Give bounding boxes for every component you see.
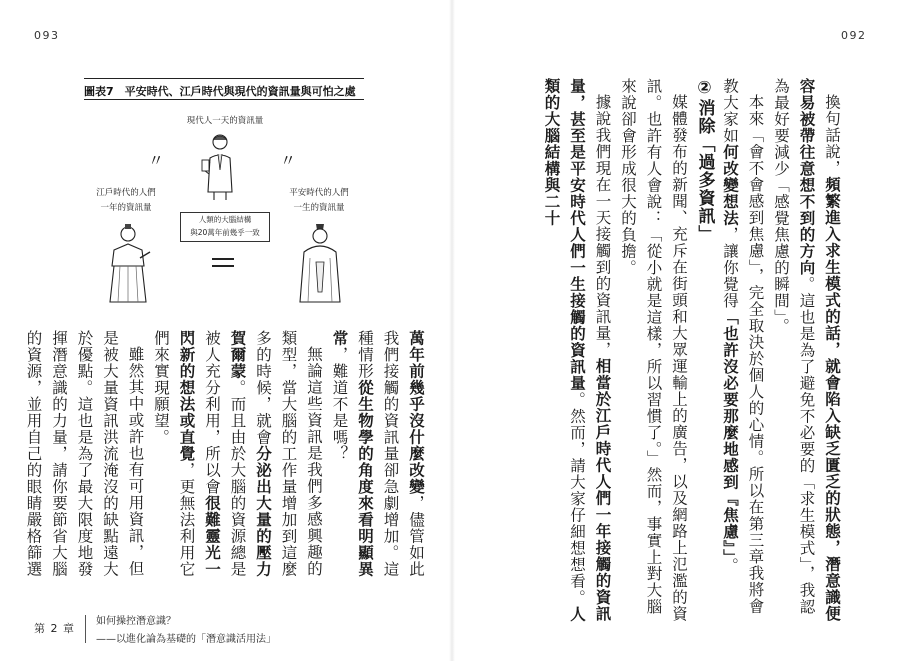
figure-top-rule [84, 78, 364, 79]
modern-person-illustration [194, 130, 244, 200]
left-p1-bold-c: 從生物學的角度來看明顯異常 [330, 330, 374, 578]
right-paragraph-2 [717, 78, 768, 626]
big-equal-sign [212, 258, 234, 272]
edo-label-line-2: 一年的資訊量 [100, 203, 152, 213]
chapter-label: 第 2 章 [34, 622, 75, 635]
right-p2-text-e: 。 [721, 557, 739, 574]
box-line-1: 人類的大腦結構 [198, 215, 252, 224]
figure-bottom-rule [84, 99, 364, 100]
page-number-right: 092 [841, 29, 867, 42]
heian-label-line-2: 一生的資訊量 [293, 203, 345, 213]
heian-label [274, 186, 364, 216]
left-paragraph-1 [326, 330, 428, 592]
book-gutter [449, 0, 455, 661]
left-p2-text-a: 無論這些資訊是我們多感興趣的類型，當大腦的工作量增加到這麼多的時候，就會 [254, 330, 323, 578]
page-number-left: 093 [34, 29, 60, 42]
edo-label-line-1: 江戶時代的人們 [96, 188, 156, 198]
left-p2-bold-d: 很難靈光一閃新的想法或直覺 [177, 330, 221, 578]
footer-divider [85, 615, 86, 643]
right-page-body-text [530, 78, 844, 626]
modern-label: 現代人一天的資訊量 [186, 116, 264, 126]
left-paragraph-2 [148, 330, 327, 592]
running-title: 如何操控潛意識？ [96, 616, 176, 627]
right-p4-bold-b: 相當於江戶時代人們一年接觸的資訊量，甚至是平安時代人們一生接觸的資訊量 [568, 78, 612, 622]
right-p4-bold-d: 人類的大腦結構與二十 [542, 78, 586, 623]
left-page-body-text [24, 330, 428, 592]
left-p2-bold-b: 分泌出大量的壓力賀爾蒙 [228, 330, 272, 578]
running-subtitle: ——以進化論為基礎的「潛意識活用法」 [96, 634, 276, 645]
right-p4-text-a: 據說我們現在一天接觸到的資訊量， [593, 93, 612, 358]
equal-sign-right: 〃 [280, 151, 297, 170]
equal-sign-left: 〃 [148, 151, 165, 170]
figure-title: 圖表7 平安時代、江戶時代與現代的資訊量與可怕之處 [84, 85, 356, 98]
right-paragraph-4 [538, 78, 615, 626]
right-p4-text-c: 。然而，請大家仔細想想看。 [568, 391, 586, 606]
heian-noble-illustration [296, 222, 344, 306]
left-p1-text-b: ，儘管如此我們接觸的資訊量卻急劇增加。這種情形 [356, 330, 425, 578]
right-p1-bold-b: 頻繁進入求生模式的話，就會陷入缺乏匱乏的狀態，潛意識便容易被帶往意想不到的方向 [797, 78, 841, 622]
right-paragraph-1 [768, 78, 845, 626]
section-heading: ②消除「過多資訊」 [694, 78, 715, 243]
right-p2-bold-d: 「也許沒必要那麼地感到『焦慮』」 [721, 309, 739, 558]
left-paragraph-3: 雖然其中或許也有可用資訊，但是被大量資訊洪流淹沒的缺點遠大於優點。這也是為了最大限度地發揮潛意識的力量，請你要節省大腦的資源，並用自己的眼睛嚴格篩選 [24, 330, 145, 578]
right-p2-bold-b: 何改變想法 [721, 144, 739, 227]
edo-samurai-illustration [104, 222, 152, 306]
right-p1-text-c: 。這也是為了避免不必要的「求生模式」，我認為最好要減少「感覺焦慮的瞬間」。 [772, 78, 816, 615]
right-p1-text-a: 換句話說， [823, 93, 841, 176]
left-p2-text-c: 。而且由於大腦的資源總是被人充分利用，所以會 [203, 330, 247, 578]
edo-label [86, 186, 166, 216]
box-line-2: 與20萬年前幾乎一致 [190, 228, 260, 237]
brain-structure-box [180, 212, 270, 242]
left-p2-text-e: ，更無法利用它們來實現願望。 [152, 330, 196, 578]
heian-label-line-1: 平安時代的人們 [289, 188, 349, 198]
right-paragraph-3: 媒體發布的新聞、充斥在街頭和大眾運輸上的廣告，以及網路上氾濫的資訊。也許有人會說：「從小就是這樣，所以習慣了。」然而，事實上對大腦來說卻會形成很大的負擔。 [619, 78, 688, 622]
right-p2-text-c: ，讓你覺得 [721, 226, 739, 309]
left-p1-text-d: ，難道不是嗎？ [330, 346, 349, 462]
left-p1-bold-a: 萬年前幾乎沒什麼改變 [407, 330, 425, 495]
right-p2-text-a: 本來「會不會感到焦慮」，完全取決於個人的心情。所以在第三章我將會教大家如 [721, 78, 765, 614]
